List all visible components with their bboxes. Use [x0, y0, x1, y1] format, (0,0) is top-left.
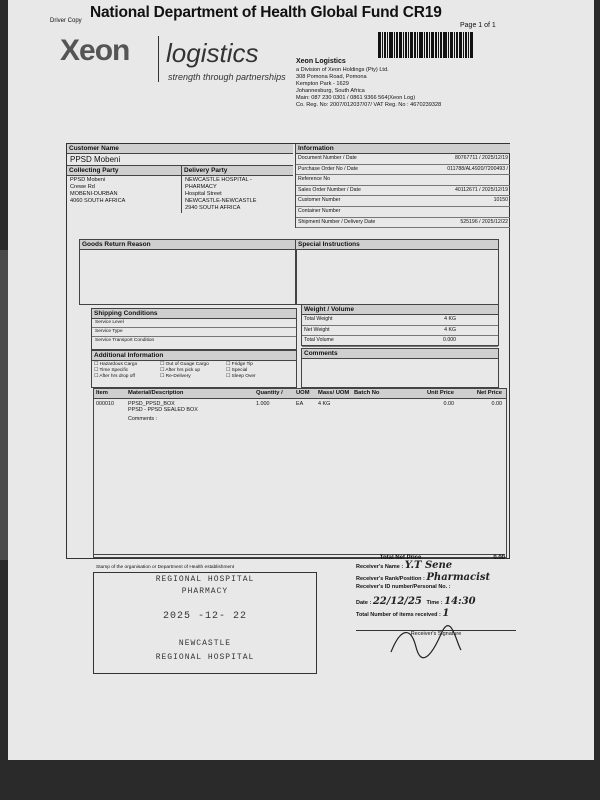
company-line: a Division of Xeon Holdings (Pty) Ltd.: [296, 66, 389, 73]
customer-section: [67, 144, 293, 213]
table-row: [94, 399, 506, 422]
info-row: [296, 154, 510, 165]
transport-condition: Service Transport Condition: [95, 337, 155, 343]
receiver-name-row: Receiver's Name : Y.T Sene: [356, 560, 453, 571]
special-instructions-header: Special Instructions: [296, 240, 498, 250]
total-label: Total Net Price: [379, 555, 422, 561]
document-title: National Department of Health Global Fund CR19: [90, 4, 442, 21]
weight-header: Weight / Volume: [302, 305, 498, 315]
info-label: Container Number: [298, 207, 341, 214]
info-value: 10150: [493, 197, 508, 204]
receiver-rank-row: Receiver's Rank/Position : Pharmacist: [356, 572, 491, 583]
shipping-header: Shipping Conditions: [92, 309, 296, 319]
delivery-line: Hospital Street: [185, 190, 222, 197]
delivery-line: 2940 SOUTH AFRICA: [185, 204, 241, 211]
logo-logistics: logistics: [166, 38, 259, 68]
receiver-items-row: Total Number of items received : 1: [356, 608, 450, 619]
weight-row: [302, 315, 498, 326]
delivery-header: Delivery Party: [182, 166, 293, 176]
stamp-line: NEWCASTLE: [178, 639, 232, 648]
row-material: PPSD_PPSD_BOX: [128, 401, 175, 407]
info-label: Purchase Order No / Date: [298, 165, 358, 172]
service-type: Service Type: [92, 328, 296, 337]
weight-box: [301, 304, 499, 346]
hospital-stamp: [93, 572, 317, 674]
weight-value: 0.000: [443, 337, 456, 344]
comments-header: Comments: [302, 349, 498, 359]
company-name: Xeon Logistics: [296, 58, 346, 65]
collecting-line: MOBENI-DURBAN: [70, 190, 118, 197]
special-instructions-box: [295, 239, 499, 305]
col-unit-price: Unit Price: [426, 390, 454, 396]
row-description: PPSD - PPSD SEALED BOX: [128, 407, 198, 413]
delivery-line: NEWCASTLE HOSPITAL -: [185, 177, 252, 183]
checkbox-option[interactable]: ☐ Fridge Tip: [226, 362, 253, 367]
receiver-signature-line: Receiver's Signature: [356, 630, 516, 637]
info-row: [296, 186, 510, 197]
stamp-line: REGIONAL HOSPITAL: [155, 653, 255, 662]
company-address: [296, 58, 496, 109]
additional-info-box: [91, 350, 297, 388]
checkbox-option[interactable]: ☐ Out of Guage Cargo: [160, 362, 209, 367]
info-row: [296, 207, 510, 218]
shipping-box: [91, 308, 297, 350]
col-uom: UOM: [296, 390, 310, 396]
row-uom: EA: [296, 401, 304, 407]
col-material: Material/Description: [128, 390, 184, 396]
weight-row: [302, 336, 498, 347]
info-value: 40112671 / 2025/12/19: [455, 186, 508, 193]
row-unit-price: 0.00: [443, 401, 454, 407]
information-section: [295, 144, 510, 228]
row-quantity: 1.000: [256, 401, 270, 407]
receiver-date-row: Date : 22/12/25 Time : 14:30: [356, 596, 476, 607]
info-row: [296, 218, 510, 229]
goods-return-box: [79, 239, 297, 305]
checkbox-option[interactable]: ☐ Time Specific: [94, 367, 129, 373]
logo-tagline: strength through partnerships: [168, 72, 286, 82]
info-value: 525196 / 2025/12/22: [460, 218, 508, 225]
collecting-header: Collecting Party: [67, 166, 181, 176]
checkbox-option[interactable]: ☐ Hazardous Cargo: [94, 362, 138, 367]
additional-info-header: Additional Information: [92, 351, 296, 361]
driver-copy-label: Driver Copy: [50, 18, 82, 24]
information-header: Information: [296, 144, 510, 154]
stamp-line: PHARMACY: [181, 587, 229, 596]
col-item: Item: [96, 390, 108, 396]
col-quantity: Quantity /: [256, 390, 283, 396]
table-header: [94, 389, 506, 399]
receiver-id-row: Receiver's ID number/Personal No. :: [356, 584, 451, 590]
company-line: 308 Pomona Road, Pomona: [296, 73, 367, 80]
stamp-date: 2025 -12- 22: [162, 611, 247, 622]
xeon-logo: Xeon: [60, 34, 130, 67]
receiver-time: 14:30: [444, 596, 476, 607]
info-label: Document Number / Date: [298, 155, 357, 161]
info-label: Shipment Number / Delivery Date: [298, 218, 376, 225]
info-row: [296, 165, 510, 176]
info-row: [296, 196, 510, 207]
col-net-price: Net Price: [476, 390, 502, 396]
weight-label: Total Weight: [304, 316, 333, 322]
checkbox-option[interactable]: ☐ Sleep Over: [226, 373, 256, 379]
weight-value: 4 KG: [444, 316, 456, 322]
goods-return-header: Goods Return Reason: [80, 240, 296, 250]
checkbox-option[interactable]: ☐ Special: [226, 367, 248, 373]
delivery-form: [66, 143, 510, 559]
company-line: Main: 087 230 0301 / 0861 9366 564(Xeon Log): [296, 94, 416, 101]
row-item: 000010: [96, 401, 114, 407]
info-value: 011788/AL4920/7200493 /: [447, 165, 508, 172]
document-page: [8, 0, 594, 760]
collecting-line: 4060 SOUTH AFRICA: [70, 197, 126, 204]
comments-box: [301, 348, 499, 388]
signature-scribble: [386, 622, 466, 662]
checkbox-option[interactable]: ☐ After hrs pick up: [160, 367, 201, 373]
stamp-line: REGIONAL HOSPITAL: [155, 575, 255, 584]
checkbox-option[interactable]: ☐ Re-Delivery: [160, 373, 191, 379]
info-row: [296, 175, 510, 186]
row-material-block: [128, 401, 256, 422]
info-label: Customer Number: [298, 197, 341, 204]
company-line: Co. Reg. No: 2007/012037/07/ VAT Reg. No : 4670239328: [296, 101, 442, 108]
row-mass: 4 KG: [318, 401, 331, 407]
page-number: Page 1 of 1: [460, 22, 496, 29]
service-level: Service Level: [92, 319, 296, 328]
delivery-line: NEWCASTLE-NEWCASTLE: [185, 197, 257, 204]
col-batch: Batch No: [354, 390, 380, 396]
customer-header: Customer Name: [67, 144, 293, 154]
items-table: [93, 388, 507, 558]
info-label: Sales Order Number / Date: [298, 186, 361, 193]
logo-divider: [158, 36, 159, 82]
customer-name: PPSD Mobeni: [67, 154, 293, 166]
receiver-name: Y.T Sene: [404, 560, 453, 571]
receiver-rank: Pharmacist: [426, 572, 491, 583]
weight-row: [302, 326, 498, 337]
delivery-line: PHARMACY: [185, 183, 217, 190]
collecting-line: PPSD Mobeni: [70, 177, 106, 183]
receiver-date: 22/12/25: [372, 596, 422, 607]
weight-label: Total Volume: [304, 337, 334, 344]
checkbox-option[interactable]: ☐ After hrs drop off: [94, 373, 136, 379]
total-value: 0.00: [493, 555, 505, 561]
company-line: Johannesburg, South Africa: [296, 87, 365, 94]
info-label: Reference No: [298, 176, 331, 183]
company-line: Kempton Park - 1629: [296, 80, 349, 87]
weight-value: 4 KG: [444, 326, 456, 333]
info-value: 80767711 / 2025/12/19: [455, 155, 508, 161]
collecting-line: Crewe Rd: [70, 183, 95, 190]
barcode: [378, 32, 496, 58]
weight-label: Net Weight: [304, 326, 330, 333]
row-net-price: 0.00: [491, 401, 502, 407]
stamp-caption: Stamp of the organisation or Department of Health establishment: [96, 565, 235, 570]
row-batch: [354, 401, 398, 422]
row-comments: Comments :: [128, 416, 158, 422]
receiver-section: [356, 560, 556, 637]
receiver-items: 1: [442, 608, 450, 619]
col-mass: Mass/ UOM: [318, 390, 350, 396]
